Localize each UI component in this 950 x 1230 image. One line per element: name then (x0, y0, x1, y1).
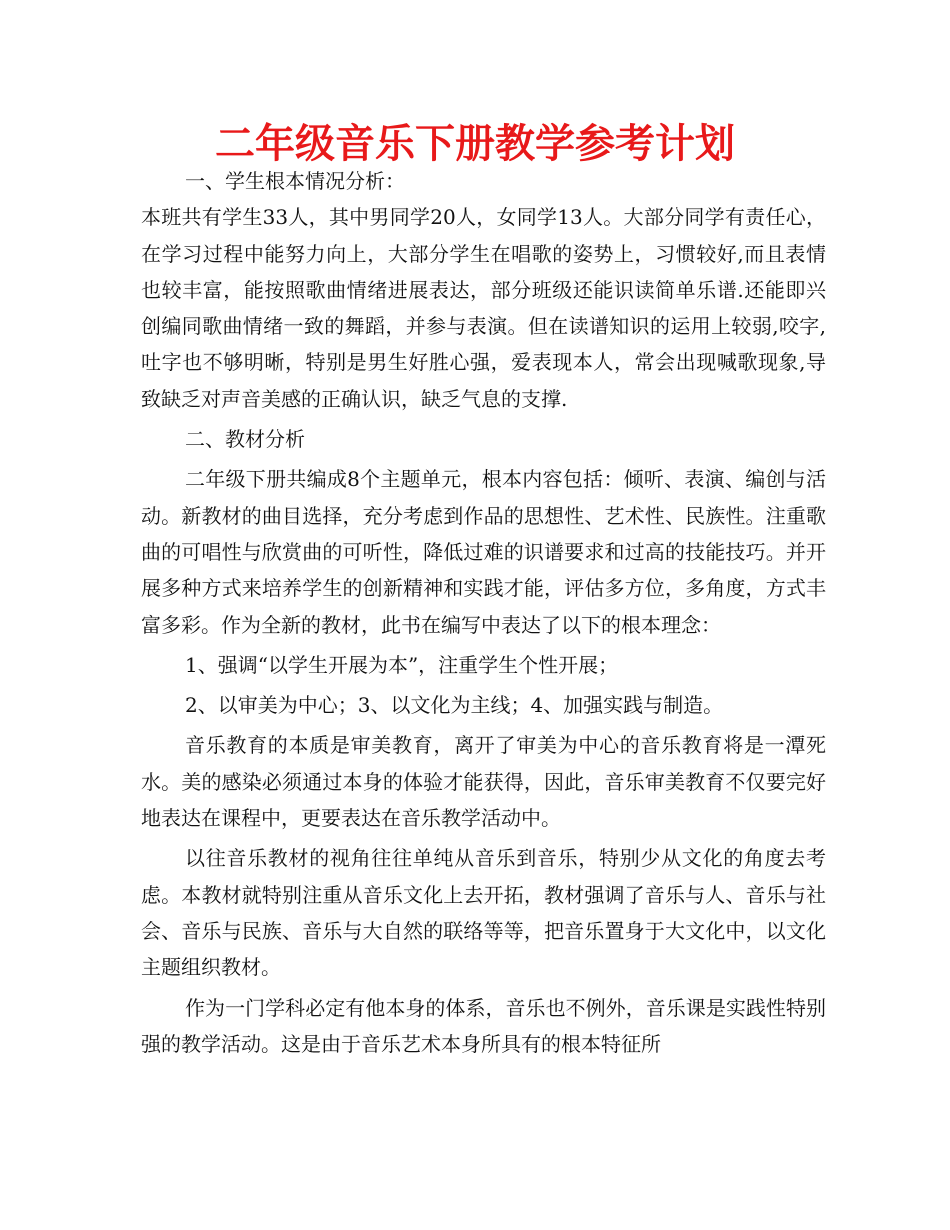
section-heading-student-analysis: 一、学生根本情况分析： (185, 169, 405, 193)
list-item-concept-1: 1、强调“以学生开展为本”，注重学生个性开展； (185, 652, 619, 677)
paragraph-textbook-overview: 二年级下册共编成8个主题单元，根本内容包括：倾听、表演、编创与活动。新教材的曲目选择，充分考虑到作品的思想性、艺术性、民族性。注重歌曲的可唱性与欣赏曲的可听性，降低过难的识谱要求和过高的技能技巧。并开展多种方式来培养学生的创新精神和实践才能，评估多方位，多角度，方式丰富多彩。作为全新的教材，此书在编写中表达了以下的根本理念： (141, 467, 826, 637)
paragraph-aesthetic-education: 音乐教育的本质是审美教育，离开了审美为中心的音乐教育将是一潭死水。美的感染必须通过本身的体验才能获得，因此，音乐审美教育不仅要完好地表达在课程中，更要表达在音乐教学活动中。 (141, 733, 826, 831)
document-body (141, 163, 826, 1062)
list-item-concepts-2-4: 2、以审美为中心；3、以文化为主线；4、加强实践与制造。 (185, 693, 724, 718)
paragraph-student-analysis: 本班共有学生33人，其中男同学20人，女同学13人。大部分同学有责任心，在学习过程中能努力向上，大部分学生在唱歌的姿势上，习惯较好,而且表情也较丰富，能按照歌曲情绪进展表达，部分班级还能识读简单乐谱.还能即兴创编同歌曲情绪一致的舞蹈，并参与表演。但在读谱知识的运用上较弱,咬字,吐字也不够明晰，特别是男生好胜心强，爱表现本人，常会出现喊歌现象,导致缺乏对声音美感的正确认识，缺乏气息的支撑. (141, 205, 826, 411)
paragraph-discipline-system: 作为一门学科必定有他本身的体系，音乐也不例外，音乐课是实践性特别强的教学活动。这是由于音乐艺术本身所具有的根本特征所 (141, 995, 826, 1056)
section-heading-textbook-analysis: 二、教材分析 (185, 427, 305, 452)
document-title: 二年级音乐下册教学参考计划 (215, 121, 735, 167)
paragraph-cultural-perspective: 以往音乐教材的视角往往单纯从音乐到音乐，特别少从文化的角度去考虑。本教材就特别注重从音乐文化上去开拓，教材强调了音乐与人、音乐与社会、音乐与民族、音乐与大自然的联络等等，把音乐置身于大文化中，以文化主题组织教材。 (141, 846, 826, 980)
